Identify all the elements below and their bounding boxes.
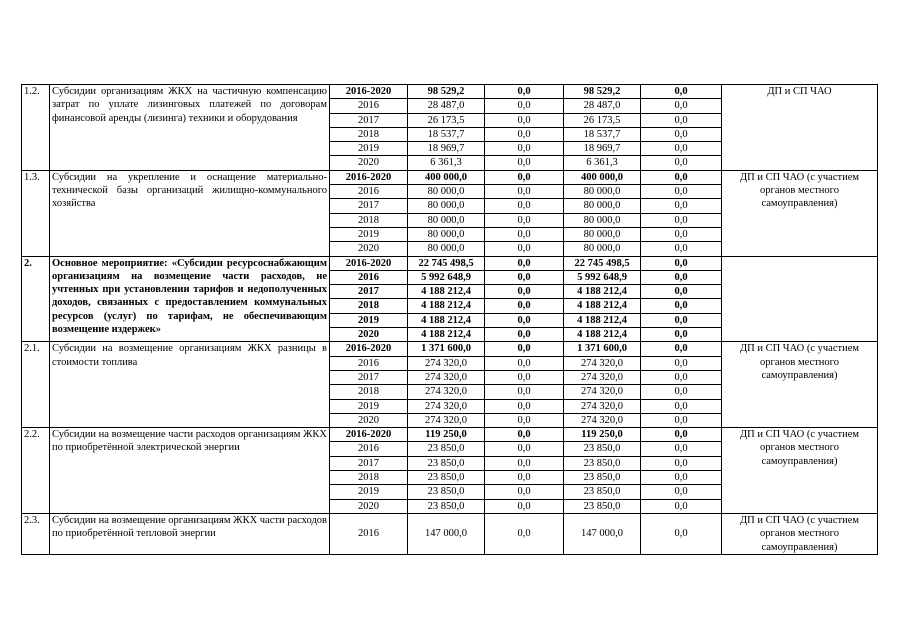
year-cell: 2020 xyxy=(330,499,408,513)
other-cell: 0,0 xyxy=(641,185,722,199)
other-cell: 0,0 xyxy=(641,242,722,256)
regional-cell: 147 000,0 xyxy=(564,513,641,554)
year-cell: 2019 xyxy=(330,142,408,156)
regional-cell: 98 529,2 xyxy=(564,85,641,99)
federal-cell: 0,0 xyxy=(485,199,564,213)
regional-cell: 4 188 212,4 xyxy=(564,299,641,313)
total-cell: 6 361,3 xyxy=(408,156,485,170)
table-row xyxy=(22,256,878,270)
federal-cell: 0,0 xyxy=(485,299,564,313)
other-cell: 0,0 xyxy=(641,142,722,156)
item-number: 2.3. xyxy=(22,513,50,554)
responsible-cell: ДП и СП ЧАО (с участием органов местного самоуправления) xyxy=(722,170,878,256)
total-cell: 274 320,0 xyxy=(408,370,485,384)
regional-cell: 274 320,0 xyxy=(564,356,641,370)
item-number: 2.1. xyxy=(22,342,50,428)
other-cell: 0,0 xyxy=(641,328,722,342)
year-cell: 2017 xyxy=(330,456,408,470)
item-name: Субсидии на возмещение части расходов организациям ЖКХ по приобретённой электрической энергии xyxy=(50,428,330,514)
regional-cell: 400 000,0 xyxy=(564,170,641,184)
regional-cell: 28 487,0 xyxy=(564,99,641,113)
item-name: Субсидии на возмещение организациям ЖКХ разницы в стоимости топлива xyxy=(50,342,330,428)
regional-cell: 4 188 212,4 xyxy=(564,285,641,299)
year-cell: 2016-2020 xyxy=(330,428,408,442)
regional-cell: 1 371 600,0 xyxy=(564,342,641,356)
year-cell: 2017 xyxy=(330,199,408,213)
federal-cell: 0,0 xyxy=(485,513,564,554)
regional-cell: 5 992 648,9 xyxy=(564,270,641,284)
year-cell: 2020 xyxy=(330,413,408,427)
federal-cell: 0,0 xyxy=(485,213,564,227)
federal-cell: 0,0 xyxy=(485,85,564,99)
year-cell: 2020 xyxy=(330,156,408,170)
table-row xyxy=(22,342,878,356)
regional-cell: 23 850,0 xyxy=(564,456,641,470)
year-cell: 2017 xyxy=(330,370,408,384)
regional-cell: 23 850,0 xyxy=(564,485,641,499)
year-cell: 2019 xyxy=(330,313,408,327)
year-cell: 2018 xyxy=(330,471,408,485)
federal-cell: 0,0 xyxy=(485,142,564,156)
total-cell: 23 850,0 xyxy=(408,499,485,513)
regional-cell: 22 745 498,5 xyxy=(564,256,641,270)
total-cell: 80 000,0 xyxy=(408,242,485,256)
total-cell: 23 850,0 xyxy=(408,442,485,456)
other-cell: 0,0 xyxy=(641,113,722,127)
other-cell: 0,0 xyxy=(641,342,722,356)
federal-cell: 0,0 xyxy=(485,328,564,342)
federal-cell: 0,0 xyxy=(485,413,564,427)
total-cell: 80 000,0 xyxy=(408,227,485,241)
total-cell: 274 320,0 xyxy=(408,356,485,370)
total-cell: 23 850,0 xyxy=(408,485,485,499)
federal-cell: 0,0 xyxy=(485,456,564,470)
regional-cell: 274 320,0 xyxy=(564,399,641,413)
year-cell: 2018 xyxy=(330,385,408,399)
total-cell: 4 188 212,4 xyxy=(408,328,485,342)
regional-cell: 80 000,0 xyxy=(564,213,641,227)
year-cell: 2018 xyxy=(330,127,408,141)
regional-cell: 119 250,0 xyxy=(564,428,641,442)
year-cell: 2019 xyxy=(330,399,408,413)
other-cell: 0,0 xyxy=(641,456,722,470)
federal-cell: 0,0 xyxy=(485,256,564,270)
regional-cell: 18 537,7 xyxy=(564,127,641,141)
other-cell: 0,0 xyxy=(641,428,722,442)
year-cell: 2020 xyxy=(330,328,408,342)
regional-cell: 274 320,0 xyxy=(564,385,641,399)
federal-cell: 0,0 xyxy=(485,356,564,370)
other-cell: 0,0 xyxy=(641,513,722,554)
other-cell: 0,0 xyxy=(641,270,722,284)
year-cell: 2016-2020 xyxy=(330,170,408,184)
item-number: 2. xyxy=(22,256,50,342)
year-cell: 2016 xyxy=(330,270,408,284)
federal-cell: 0,0 xyxy=(485,428,564,442)
federal-cell: 0,0 xyxy=(485,270,564,284)
year-cell: 2018 xyxy=(330,299,408,313)
regional-cell: 4 188 212,4 xyxy=(564,328,641,342)
federal-cell: 0,0 xyxy=(485,285,564,299)
responsible-cell: ДП и СП ЧАО xyxy=(722,85,878,171)
regional-cell: 80 000,0 xyxy=(564,242,641,256)
total-cell: 119 250,0 xyxy=(408,428,485,442)
other-cell: 0,0 xyxy=(641,471,722,485)
other-cell: 0,0 xyxy=(641,413,722,427)
year-cell: 2016-2020 xyxy=(330,85,408,99)
year-cell: 2019 xyxy=(330,485,408,499)
total-cell: 28 487,0 xyxy=(408,99,485,113)
year-cell: 2016 xyxy=(330,513,408,554)
regional-cell: 23 850,0 xyxy=(564,442,641,456)
total-cell: 98 529,2 xyxy=(408,85,485,99)
total-cell: 5 992 648,9 xyxy=(408,270,485,284)
total-cell: 4 188 212,4 xyxy=(408,313,485,327)
regional-cell: 80 000,0 xyxy=(564,185,641,199)
regional-cell: 4 188 212,4 xyxy=(564,313,641,327)
year-cell: 2016 xyxy=(330,442,408,456)
budget-table-page xyxy=(21,84,878,555)
total-cell: 274 320,0 xyxy=(408,399,485,413)
total-cell: 1 371 600,0 xyxy=(408,342,485,356)
year-cell: 2020 xyxy=(330,242,408,256)
responsible-cell: ДП и СП ЧАО (с участием органов местного самоуправления) xyxy=(722,513,878,554)
other-cell: 0,0 xyxy=(641,370,722,384)
responsible-cell: ДП и СП ЧАО (с участием органов местного самоуправления) xyxy=(722,342,878,428)
federal-cell: 0,0 xyxy=(485,471,564,485)
other-cell: 0,0 xyxy=(641,499,722,513)
total-cell: 274 320,0 xyxy=(408,413,485,427)
item-number: 2.2. xyxy=(22,428,50,514)
total-cell: 22 745 498,5 xyxy=(408,256,485,270)
other-cell: 0,0 xyxy=(641,256,722,270)
year-cell: 2017 xyxy=(330,285,408,299)
item-name: Субсидии на возмещение организациям ЖКХ части расходов по приобретённой тепловой энергии xyxy=(50,513,330,554)
federal-cell: 0,0 xyxy=(485,370,564,384)
regional-cell: 18 969,7 xyxy=(564,142,641,156)
total-cell: 4 188 212,4 xyxy=(408,285,485,299)
other-cell: 0,0 xyxy=(641,442,722,456)
year-cell: 2017 xyxy=(330,113,408,127)
total-cell: 80 000,0 xyxy=(408,185,485,199)
federal-cell: 0,0 xyxy=(485,185,564,199)
federal-cell: 0,0 xyxy=(485,499,564,513)
other-cell: 0,0 xyxy=(641,99,722,113)
other-cell: 0,0 xyxy=(641,170,722,184)
federal-cell: 0,0 xyxy=(485,342,564,356)
item-number: 1.2. xyxy=(22,85,50,171)
regional-cell: 23 850,0 xyxy=(564,471,641,485)
table-row xyxy=(22,513,878,554)
total-cell: 23 850,0 xyxy=(408,471,485,485)
regional-cell: 274 320,0 xyxy=(564,413,641,427)
federal-cell: 0,0 xyxy=(485,485,564,499)
responsible-cell xyxy=(722,256,878,342)
year-cell: 2016-2020 xyxy=(330,342,408,356)
regional-cell: 80 000,0 xyxy=(564,199,641,213)
federal-cell: 0,0 xyxy=(485,442,564,456)
table-row xyxy=(22,170,878,184)
item-number: 1.3. xyxy=(22,170,50,256)
total-cell: 18 969,7 xyxy=(408,142,485,156)
year-cell: 2016 xyxy=(330,185,408,199)
federal-cell: 0,0 xyxy=(485,99,564,113)
item-name: Субсидии организациям ЖКХ на частичную компенсацию затрат по уплате лизинговых платежей по договорам финансовой аренды (лизинга) техники и оборудования xyxy=(50,85,330,171)
total-cell: 18 537,7 xyxy=(408,127,485,141)
other-cell: 0,0 xyxy=(641,385,722,399)
total-cell: 26 173,5 xyxy=(408,113,485,127)
federal-cell: 0,0 xyxy=(485,399,564,413)
regional-cell: 80 000,0 xyxy=(564,227,641,241)
federal-cell: 0,0 xyxy=(485,156,564,170)
federal-cell: 0,0 xyxy=(485,113,564,127)
total-cell: 147 000,0 xyxy=(408,513,485,554)
other-cell: 0,0 xyxy=(641,285,722,299)
year-cell: 2016 xyxy=(330,356,408,370)
total-cell: 400 000,0 xyxy=(408,170,485,184)
total-cell: 274 320,0 xyxy=(408,385,485,399)
other-cell: 0,0 xyxy=(641,85,722,99)
other-cell: 0,0 xyxy=(641,356,722,370)
regional-cell: 26 173,5 xyxy=(564,113,641,127)
responsible-cell: ДП и СП ЧАО (с участием органов местного самоуправления) xyxy=(722,428,878,514)
regional-cell: 6 361,3 xyxy=(564,156,641,170)
other-cell: 0,0 xyxy=(641,213,722,227)
year-cell: 2018 xyxy=(330,213,408,227)
federal-cell: 0,0 xyxy=(485,385,564,399)
budget-table-body xyxy=(22,85,878,555)
other-cell: 0,0 xyxy=(641,227,722,241)
total-cell: 23 850,0 xyxy=(408,456,485,470)
federal-cell: 0,0 xyxy=(485,170,564,184)
item-name: Основное мероприятие: «Субсидии ресурсоснабжающим организациям на возмещение части расходов, не учтенных при установлении тарифов и недополученных доходов, связанных с предоставлением коммунальных ресурсов (услуг) по тарифам, не обеспечивающим возмещение издержек» xyxy=(50,256,330,342)
federal-cell: 0,0 xyxy=(485,242,564,256)
federal-cell: 0,0 xyxy=(485,313,564,327)
year-cell: 2016-2020 xyxy=(330,256,408,270)
other-cell: 0,0 xyxy=(641,156,722,170)
other-cell: 0,0 xyxy=(641,127,722,141)
total-cell: 80 000,0 xyxy=(408,213,485,227)
table-row xyxy=(22,85,878,99)
item-name: Субсидии на укрепление и оснащение материально-технической базы организаций жилищно-коммунального хозяйства xyxy=(50,170,330,256)
federal-cell: 0,0 xyxy=(485,127,564,141)
federal-cell: 0,0 xyxy=(485,227,564,241)
year-cell: 2016 xyxy=(330,99,408,113)
regional-cell: 23 850,0 xyxy=(564,499,641,513)
table-row xyxy=(22,428,878,442)
other-cell: 0,0 xyxy=(641,399,722,413)
total-cell: 4 188 212,4 xyxy=(408,299,485,313)
year-cell: 2019 xyxy=(330,227,408,241)
regional-cell: 274 320,0 xyxy=(564,370,641,384)
other-cell: 0,0 xyxy=(641,313,722,327)
budget-table xyxy=(21,84,878,555)
total-cell: 80 000,0 xyxy=(408,199,485,213)
other-cell: 0,0 xyxy=(641,299,722,313)
other-cell: 0,0 xyxy=(641,485,722,499)
other-cell: 0,0 xyxy=(641,199,722,213)
